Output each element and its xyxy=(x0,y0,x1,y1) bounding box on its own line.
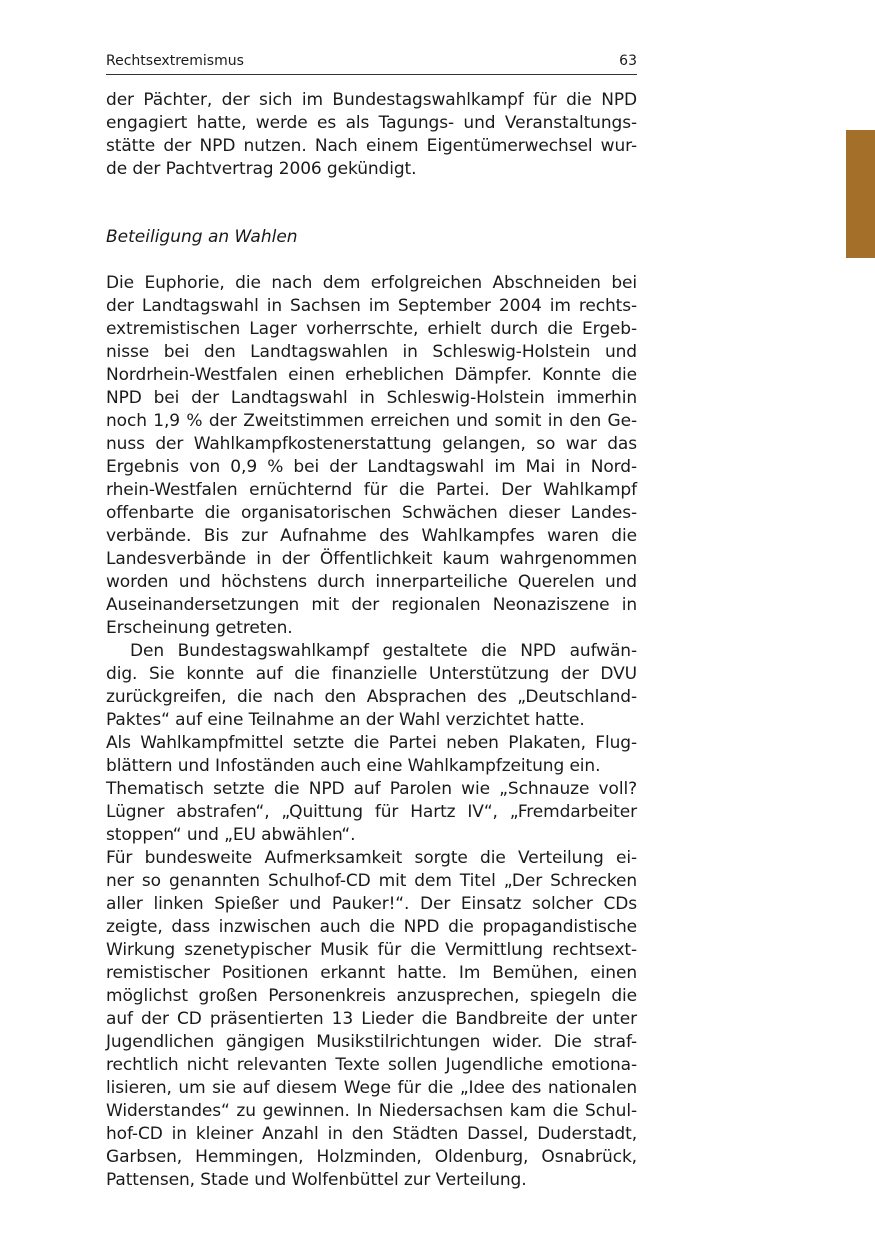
text-line: auf der CD präsentierten 13 Lieder die Bandbreite der unter xyxy=(106,1009,637,1029)
text-line: dig. Sie konnte auf die finanzielle Unterstützung der DVU xyxy=(106,664,637,684)
text-line: Wirkung szenetypischer Musik für die Vermittlung rechtsext- xyxy=(106,940,637,960)
text-line: Auseinandersetzungen mit der regionalen Neonaziszene in xyxy=(106,595,637,615)
text-line: remistischer Positionen erkannt hatte. Im Bemühen, einen xyxy=(106,963,637,983)
text-line: Lügner abstrafen“, „Quittung für Hartz IV“, „Fremdarbeiter xyxy=(106,802,637,822)
text-line: rhein-Westfalen ernüchternd für die Partei. Der Wahlkampf xyxy=(106,480,637,500)
text-line: Nordrhein-Westfalen einen erheblichen Dämpfer. Konnte die xyxy=(106,365,637,385)
chapter-thumb-tab xyxy=(846,130,875,258)
text-line: möglichst großen Personenkreis anzusprechen, spiegeln die xyxy=(106,986,637,1006)
text-line: NPD bei der Landtagswahl in Schleswig-Holstein immerhin xyxy=(106,388,637,408)
text-line: nuss der Wahlkampfkostenerstattung gelangen, so war das xyxy=(106,434,637,454)
text-line: zeigte, dass inzwischen auch die NPD die propagandistische xyxy=(106,917,637,937)
text-line: Jugendlichen gängigen Musikstilrichtungen wider. Die straf- xyxy=(106,1032,637,1052)
running-header xyxy=(106,50,637,75)
text-line: lisieren, um sie auf diesem Wege für die „Idee des nationalen xyxy=(106,1078,637,1098)
text-line: Paktes“ auf eine Teilnahme an der Wahl verzichtet hatte. xyxy=(106,710,585,730)
text-line: extremistischen Lager vorherrschte, erhielt durch die Ergeb- xyxy=(106,319,637,339)
text-line: ner so genannten Schulhof-CD mit dem Titel „Der Schrecken xyxy=(106,871,637,891)
text-line: Ergebnis von 0,9 % bei der Landtagswahl im Mai in Nord- xyxy=(106,457,637,477)
text-line: blättern und Infoständen auch eine Wahlkampfzeitung ein. xyxy=(106,756,601,776)
text-line: Für bundesweite Aufmerksamkeit sorgte die Verteilung ei- xyxy=(106,848,637,868)
text-line: nisse bei den Landtagswahlen in Schleswig-Holstein und xyxy=(106,342,637,362)
text-line: Erscheinung getreten. xyxy=(106,618,293,638)
text-line: Garbsen, Hemmingen, Holzminden, Oldenburg, Osnabrück, xyxy=(106,1147,637,1167)
text-line: hof-CD in kleiner Anzahl in den Städten Dassel, Duderstadt, xyxy=(106,1124,637,1144)
running-header-section-title: Rechtsextremismus xyxy=(106,53,244,69)
text-line: Widerstandes“ zu gewinnen. In Niedersachsen kam die Schul- xyxy=(106,1101,637,1121)
section-subheading: Beteiligung an Wahlen xyxy=(106,227,298,247)
text-line: der Landtagswahl in Sachsen im September 2004 im rechts- xyxy=(106,296,637,316)
text-line: Landesverbände in der Öffentlichkeit kaum wahrgenommen xyxy=(106,549,637,569)
text-line: Den Bundestagswahlkampf gestaltete die NPD aufwän- xyxy=(130,641,637,661)
text-line: Die Euphorie, die nach dem erfolgreichen Abschneiden bei xyxy=(106,273,637,293)
text-line: Als Wahlkampfmittel setzte die Partei neben Plakaten, Flug- xyxy=(106,733,637,753)
text-line: de der Pachtvertrag 2006 gekündigt. xyxy=(106,159,417,179)
text-line: zurückgreifen, die nach den Absprachen des „Deutschland- xyxy=(106,687,637,707)
text-line: stätte der NPD nutzen. Nach einem Eigentümerwechsel wur- xyxy=(106,136,637,156)
text-line: aller linken Spießer und Pauker!“. Der Einsatz solcher CDs xyxy=(106,894,637,914)
text-line: verbände. Bis zur Aufnahme des Wahlkampfes waren die xyxy=(106,526,637,546)
text-line: rechtlich nicht relevanten Texte sollen Jugendliche emotiona- xyxy=(106,1055,637,1075)
text-line: stoppen“ und „EU abwählen“. xyxy=(106,825,356,845)
text-line: engagiert hatte, werde es als Tagungs- und Veranstaltungs- xyxy=(106,113,637,133)
page-number: 63 xyxy=(619,53,637,69)
text-line: Thematisch setzte die NPD auf Parolen wie „Schnauze voll? xyxy=(106,779,637,799)
text-line: offenbarte die organisatorischen Schwächen dieser Landes- xyxy=(106,503,637,523)
text-line: noch 1,9 % der Zweitstimmen erreichen und somit in den Ge- xyxy=(106,411,637,431)
text-line: der Pächter, der sich im Bundestagswahlkampf für die NPD xyxy=(106,90,637,110)
text-line: worden und höchstens durch innerparteiliche Querelen und xyxy=(106,572,637,592)
text-line: Pattensen, Stade und Wolfenbüttel zur Verteilung. xyxy=(106,1170,527,1190)
